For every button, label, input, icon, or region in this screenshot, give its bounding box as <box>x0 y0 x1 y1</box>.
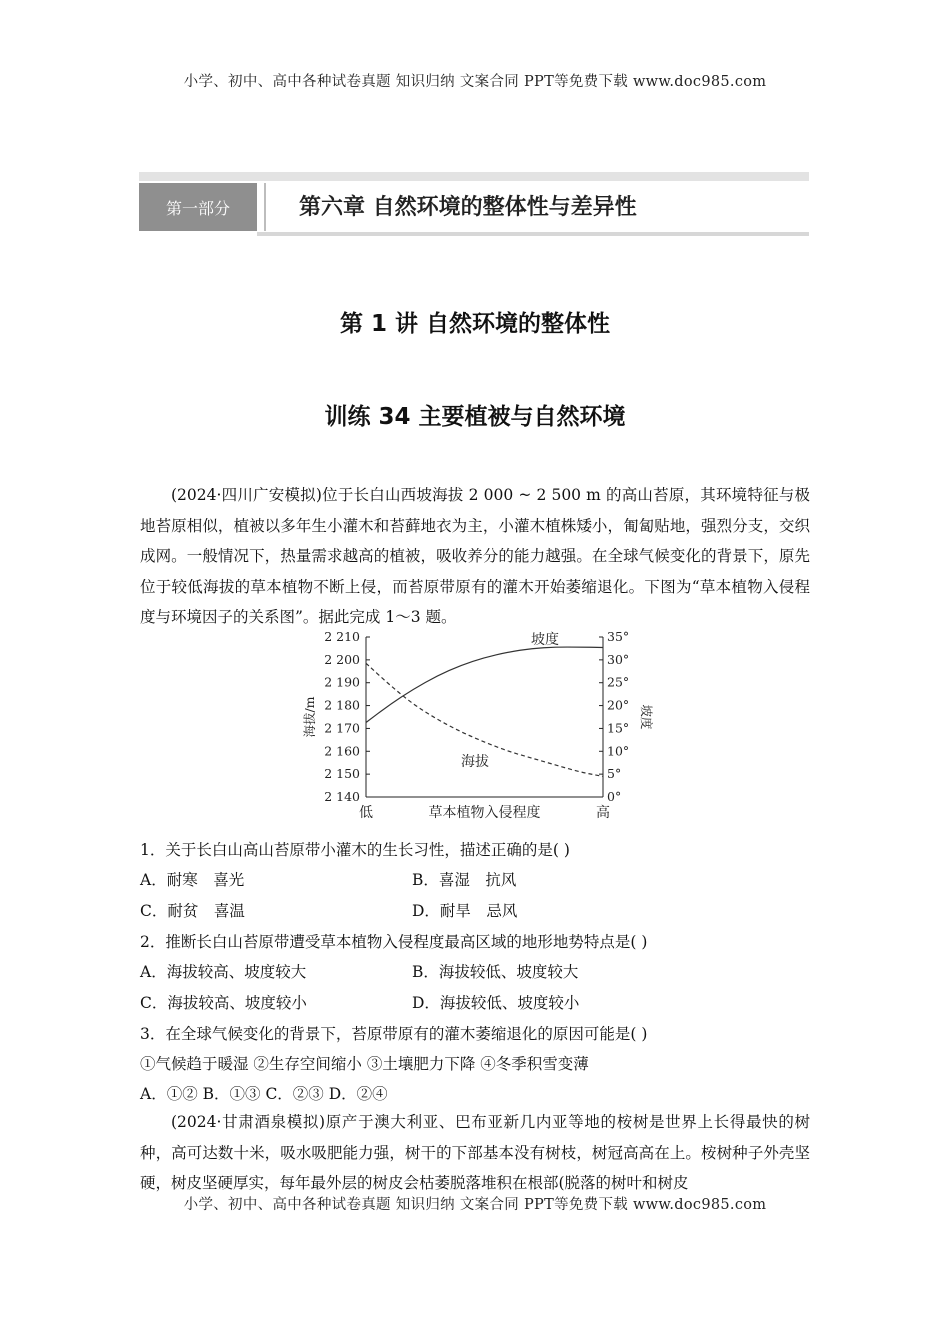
question-1-stem: 1．关于长白山高山苔原带小灌木的生长习性，描述正确的是( ) <box>140 841 570 859</box>
passage-1: (2024·四川广安模拟)位于长白山西坡海拔 2 000 ~ 2 500 m 的高山苔原，其环境特征与极地苔原相似，植被以多年生小灌木和苔藓地衣为主，小灌木植株矮小，匍匐贴地，强烈分支，交织成网。一般情况下，热量需求越高的植被，吸收养分的能力越强。在全球气候变化的背景下，原先位于较低海拔的草本植物不断上侵，而苔原带原有的灌木开始萎缩退化。下图为“草本植物入侵程度与环境因子的关系图”。据此完成 1～3 题。 <box>140 486 810 626</box>
q1-option-a: A．耐寒 喜光 <box>140 871 245 889</box>
question-3-stem: 3．在全球气候变化的背景下，苔原带原有的灌木萎缩退化的原因可能是( ) <box>140 1025 648 1043</box>
chapter-banner <box>139 172 809 242</box>
q1-option-c: C．耐贫 喜温 <box>140 902 245 920</box>
question-3-items: ①气候趋于暖湿 ②生存空间缩小 ③土壤肥力下降 ④冬季积雪变薄 <box>140 1055 589 1073</box>
right-tick-label: 35° <box>607 629 630 644</box>
left-axis-title: 海拔/m <box>302 696 317 738</box>
passage-2: (2024·甘肃酒泉模拟)原产于澳大利亚、巴布亚新几内亚等地的桉树是世界上长得最快的树种，高可达数十米，吸水吸肥能力强，树干的下部基本没有树枝，树冠高高在上。桉树种子外壳坚硬，树皮坚硬厚实，每年最外层的树皮会枯萎脱落堆积在根部(脱落的树叶和树皮 <box>140 1113 810 1192</box>
right-axis-title: 坡度 <box>639 704 654 730</box>
right-tick-label: 0° <box>607 789 622 804</box>
left-tick-label: 2 180 <box>324 697 360 713</box>
q2-option-b: B．海拔较低、坡度较大 <box>412 963 579 981</box>
right-tick-label: 5° <box>607 766 622 782</box>
series-label-elevation: 海拔 <box>461 754 489 770</box>
right-tick-label: 10° <box>607 743 630 759</box>
left-tick-label: 2 140 <box>324 789 360 804</box>
q2-option-c: C．海拔较高、坡度较小 <box>140 994 307 1012</box>
page-header: 小学、初中、高中各种试卷真题 知识归纳 文案合同 PPT等免费下载 www.doc985.com <box>183 74 767 90</box>
x-tick-label-low: 低 <box>359 805 373 821</box>
training-title: 训练 34 主要植被与自然环境 <box>324 404 626 430</box>
left-tick-label: 2 170 <box>324 720 360 736</box>
q1-option-b: B．喜湿 抗风 <box>412 871 517 889</box>
series-label-slope: 坡度 <box>531 632 559 648</box>
x-tick-label-high: 高 <box>596 805 610 821</box>
q1-option-d: D．耐旱 忌风 <box>412 902 518 920</box>
right-tick-label: 20° <box>607 697 630 713</box>
page-footer: 小学、初中、高中各种试卷真题 知识归纳 文案合同 PPT等免费下载 www.doc985.com <box>183 1197 767 1213</box>
invasion-chart <box>290 622 670 822</box>
q2-option-a: A．海拔较高、坡度较大 <box>140 963 307 981</box>
x-axis-title: 草本植物入侵程度 <box>428 805 541 821</box>
banner-top-rule <box>139 172 809 181</box>
part-label: 第一部分 <box>139 183 257 231</box>
right-tick-label: 25° <box>607 674 630 690</box>
left-tick-label: 2 190 <box>324 674 360 690</box>
q2-option-d: D．海拔较低、坡度较小 <box>412 994 580 1012</box>
question-2-stem: 2．推断长白山苔原带遭受草本植物入侵程度最高区域的地形地势特点是( ) <box>140 933 648 951</box>
banner-bottom-rule <box>257 232 809 236</box>
lecture-title: 第 1 讲 自然环境的整体性 <box>339 311 611 337</box>
right-tick-label: 15° <box>607 720 630 736</box>
left-tick-label: 2 150 <box>324 766 360 782</box>
left-tick-label: 2 160 <box>324 743 360 759</box>
left-tick-label: 2 210 <box>324 629 360 644</box>
series-line-slope <box>366 647 603 722</box>
chapter-title: 第六章 自然环境的整体性与差异性 <box>299 194 637 220</box>
left-tick-label: 2 200 <box>324 651 360 667</box>
right-tick-label: 30° <box>607 651 630 667</box>
banner-separator <box>264 183 266 231</box>
question-3-options: A．①② B．①③ C．②③ D．②④ <box>140 1085 388 1103</box>
